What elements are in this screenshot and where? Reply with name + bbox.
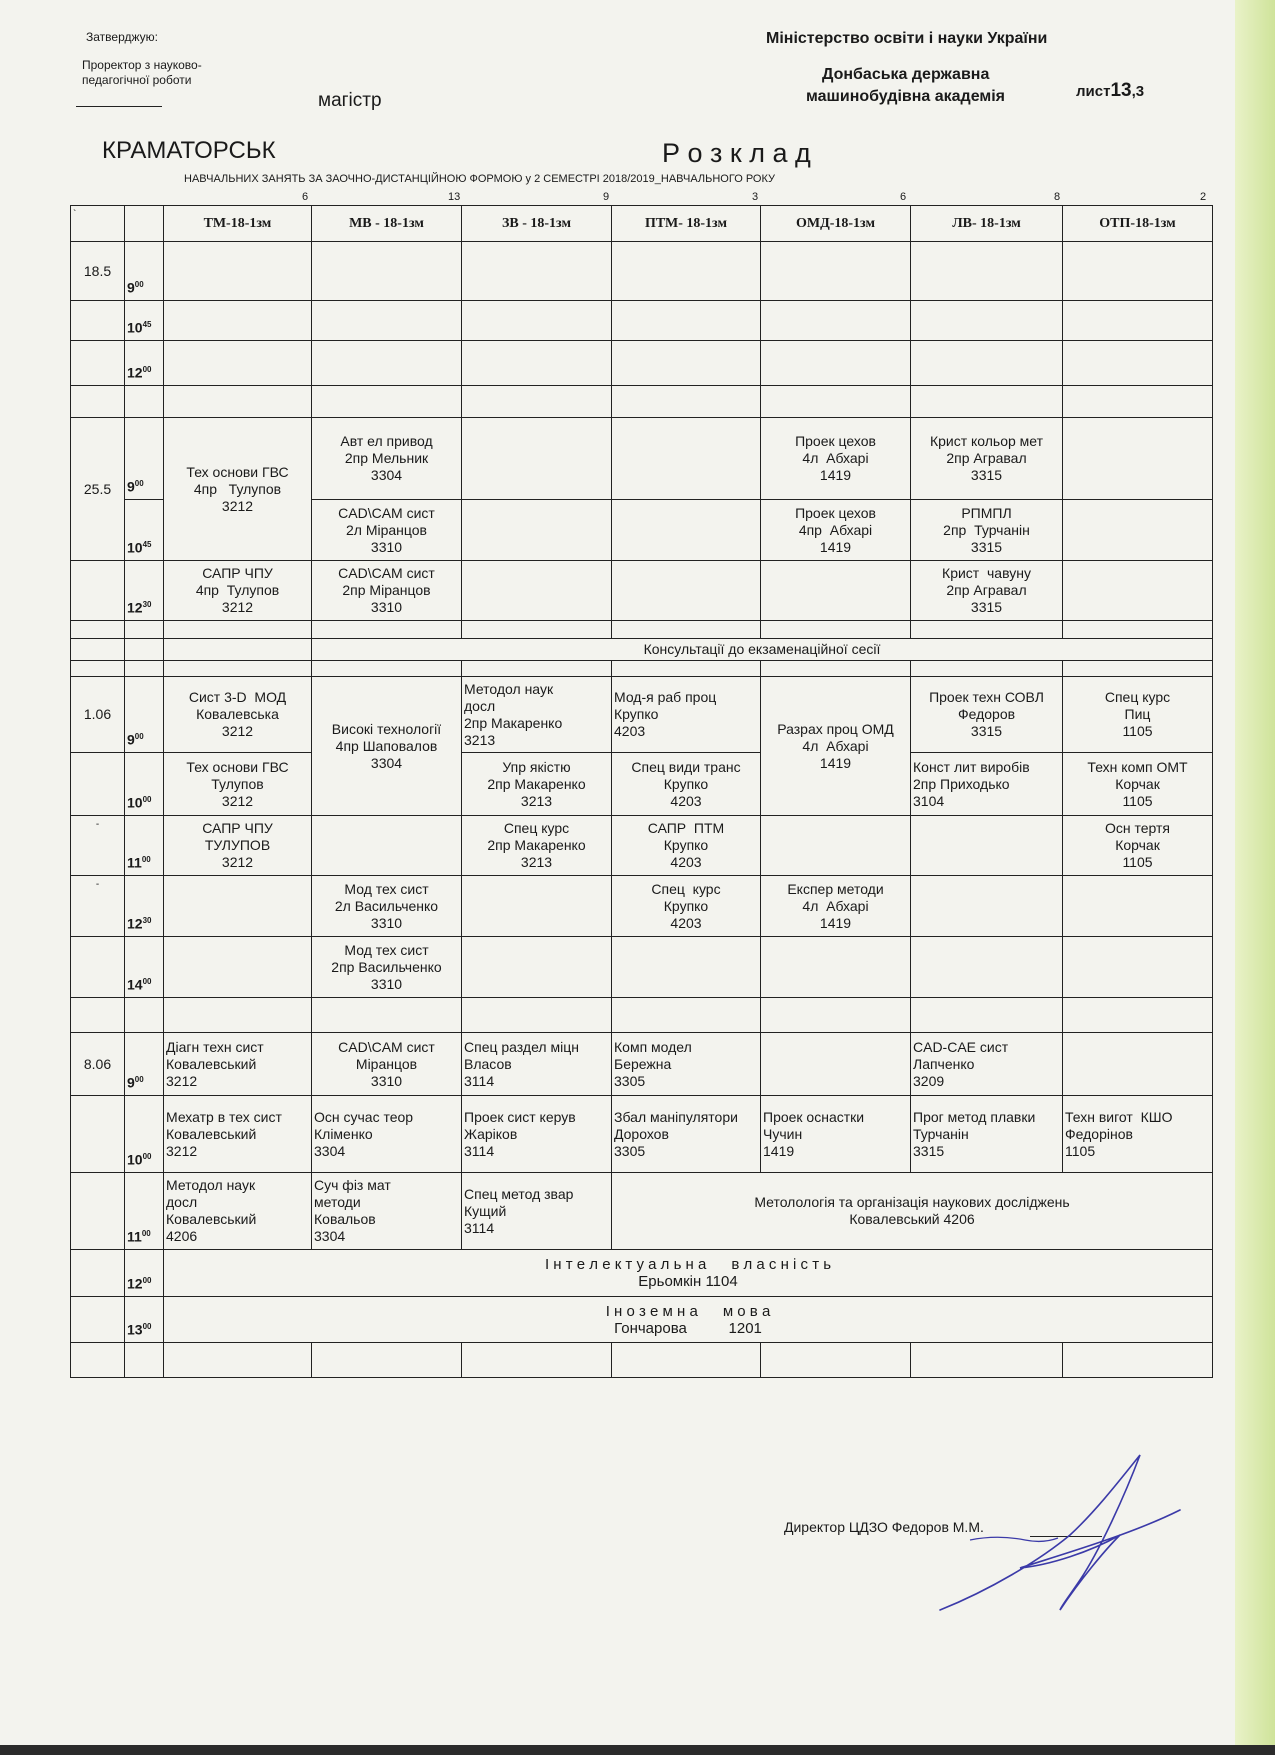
lesson-cell: РПМПЛ 2пр Турчанін 3315 [911, 500, 1063, 561]
table-row [71, 1096, 1213, 1173]
row-dash: - [71, 876, 125, 937]
lesson-cell: Проек оснастки Чучин 1419 [761, 1096, 911, 1173]
lesson-cell: САПР ЧПУ ТУЛУПОВ 3212 [164, 816, 312, 876]
lesson-cell: Спец види транс Крупко 4203 [612, 753, 761, 816]
group-size-lv: 8 [1054, 191, 1061, 203]
table-row [71, 1297, 1213, 1343]
paper-edge-strip [1235, 0, 1275, 1755]
time-cell: $10^{00}$ [125, 753, 164, 816]
lesson-cell: Методол наук досл 2пр Макаренко 3213 [462, 677, 612, 753]
date-cell: 18.5 [71, 242, 125, 301]
document-subtitle: НАВЧАЛЬНИХ ЗАНЯТЬ ЗА ЗАОЧНО-ДИСТАНЦІЙНОЮ ФОРМОЮ у 2 СЕМЕСТРІ 2018/2019_НАВЧАЛЬНОГО РОКУ [184, 173, 775, 185]
group-size-otp: 2 [1200, 191, 1207, 203]
document-title: Р о з к л а д [662, 138, 811, 168]
group-header: ПТМ- 18-1зм [612, 206, 761, 242]
table-row [71, 561, 1213, 621]
lesson-cell: Мод тех сист 2л Васильченко 3310 [312, 876, 462, 937]
table-row [71, 876, 1213, 937]
sheet-number: лист13,3 [1076, 80, 1145, 101]
group-header: ОМД-18-1зм [761, 206, 911, 242]
degree-label: магістр [318, 90, 382, 111]
lesson-cell: Проек цехов 4л Абхарі 1419 [761, 418, 911, 500]
schedule-table [70, 205, 1213, 1378]
lesson-cell: Конст лит виробів 2пр Приходько 3104 [911, 753, 1063, 816]
lesson-cell: Проек цехов 4пр Абхарі 1419 [761, 500, 911, 561]
lesson-cell: Техн вигот КШО Федорінов 1105 [1063, 1096, 1213, 1173]
time-cell: $9^{00}$ [125, 418, 164, 500]
lesson-cell: Збал маніпулятори Дорохов 3305 [612, 1096, 761, 1173]
approve-label: Затверджую: [86, 30, 158, 44]
group-size-mv: 13 [448, 191, 461, 203]
time-cell: $12^{30}$ [125, 561, 164, 621]
group-header: ОТП-18-1зм [1063, 206, 1213, 242]
lesson-cell: САПР ЧПУ 4пр Тулупов 3212 [164, 561, 312, 621]
lesson-cell: Крист чавуну 2пр Агравал 3315 [911, 561, 1063, 621]
group-size-omd: 6 [900, 191, 907, 203]
scan-bottom-edge [0, 1745, 1275, 1755]
time-cell: $12^{30}$ [125, 876, 164, 937]
lesson-cell: Методол наук досл Ковалевський 4206 [164, 1173, 312, 1250]
lesson-cell: Мехатр в тех сист Ковалевський 3212 [164, 1096, 312, 1173]
prorector-line1: Проректор з науково- [82, 58, 202, 72]
lesson-cell: Тех основи ГВС Тулупов 3212 [164, 753, 312, 816]
table-row [71, 639, 1213, 661]
academy-line1: Донбаська державна [822, 66, 990, 83]
group-size-ptm: 3 [752, 191, 759, 203]
table-row [71, 1250, 1213, 1297]
time-cell: $9^{00}$ [125, 242, 164, 301]
table-row [71, 1343, 1213, 1378]
lesson-cell: Спец метод звар Кущий 3114 [462, 1173, 612, 1250]
group-header: ТМ-18-1зм [164, 206, 312, 242]
lesson-cell: Експер методи 4л Абхарі 1419 [761, 876, 911, 937]
table-row [71, 341, 1213, 386]
time-cell: $11^{00}$ [125, 816, 164, 876]
group-header: ЛВ- 18-1зм [911, 206, 1063, 242]
time-cell: $10^{45}$ [125, 301, 164, 341]
academy-line2: машинобудівна академія [806, 88, 1006, 105]
table-row [71, 753, 1213, 816]
table-row [71, 418, 1213, 500]
table-row [71, 386, 1213, 418]
lesson-cell: Спец курс Пиц 1105 [1063, 677, 1213, 753]
corner-tick: ` [71, 206, 125, 242]
group-header: ЗВ - 18-1зм [462, 206, 612, 242]
time-cell: $11^{00}$ [125, 1173, 164, 1250]
city-label: КРАМАТОРСЬК [102, 137, 276, 164]
lesson-cell: Спец курс 2пр Макаренко 3213 [462, 816, 612, 876]
director-signature-line: Директор ЦДЗО Федоров М.М. [784, 1519, 984, 1535]
date-cell: 25.5 [71, 418, 125, 561]
lesson-cell: Проек техн СОВЛ Федоров 3315 [911, 677, 1063, 753]
group-size-tm: 6 [302, 191, 309, 203]
lesson-cell: Діагн техн сист Ковалевський 3212 [164, 1033, 312, 1096]
table-row [71, 1033, 1213, 1096]
group-header-row [71, 206, 1213, 242]
lesson-cell: Упр якістю 2пр Макаренко 3213 [462, 753, 612, 816]
prorector-line2: педагогічної роботи [82, 73, 192, 87]
joint-lesson-cell: І н о з е м н а м о в а Гончарова 1201 [164, 1297, 1213, 1343]
lesson-cell: Мод-я раб проц Крупко 4203 [612, 677, 761, 753]
time-cell: $12^{00}$ [125, 1250, 164, 1297]
table-row [71, 242, 1213, 301]
time-cell: $9^{00}$ [125, 1033, 164, 1096]
time-cell: $12^{00}$ [125, 341, 164, 386]
time-cell: $10^{45}$ [125, 500, 164, 561]
table-row [71, 301, 1213, 341]
lesson-cell: Тех основи ГВС 4пр Тулупов 3212 [164, 418, 312, 561]
table-row [71, 661, 1213, 677]
lesson-cell: Комп модел Бережна 3305 [612, 1033, 761, 1096]
lesson-cell: Суч фіз мат методи Ковальов 3304 [312, 1173, 462, 1250]
lesson-cell: Осн тертя Корчак 1105 [1063, 816, 1213, 876]
table-row [71, 1173, 1213, 1250]
time-cell: $13^{00}$ [125, 1297, 164, 1343]
joint-lesson-cell: І н т е л е к т у а л ь н а в л а с н і с т ь Ерьомкін 1104 [164, 1250, 1213, 1297]
date-cell: 1.06 [71, 677, 125, 753]
lesson-cell: Високі технології 4пр Шаповалов 3304 [312, 677, 462, 816]
table-row [71, 937, 1213, 998]
lesson-cell: CAD\CAM сист 2пр Міранцов 3310 [312, 561, 462, 621]
lesson-cell: Крист кольор мет 2пр Агравал 3315 [911, 418, 1063, 500]
group-size-zv: 9 [603, 191, 610, 203]
table-row [71, 998, 1213, 1033]
lesson-cell: Прог метод плавки Турчанін 3315 [911, 1096, 1063, 1173]
handwritten-signature [930, 1440, 1190, 1630]
time-cell: $14^{00}$ [125, 937, 164, 998]
lesson-cell: Проек сист керув Жаріков 3114 [462, 1096, 612, 1173]
lesson-cell: Техн комп ОМТ Корчак 1105 [1063, 753, 1213, 816]
ministry-label: Міністерство освіти і науки України [766, 30, 1048, 47]
table-row [71, 677, 1213, 753]
lesson-cell: Спец раздел міцн Власов 3114 [462, 1033, 612, 1096]
lesson-cell: Разрах проц ОМД 4л Абхарі 1419 [761, 677, 911, 816]
lesson-cell: Спец курс Крупко 4203 [612, 876, 761, 937]
lesson-cell: Осн сучас теор Кліменко 3304 [312, 1096, 462, 1173]
lesson-cell: САПР ПТМ Крупко 4203 [612, 816, 761, 876]
lesson-cell: CAD-CAE сист Лапченко 3209 [911, 1033, 1063, 1096]
joint-lesson-cell: Метолологія та організація наукових досліджень Ковалевський 4206 [612, 1173, 1213, 1250]
lesson-cell: CAD\CAM сист Міранцов 3310 [312, 1033, 462, 1096]
lesson-cell: CAD\CAM сист 2л Міранцов 3310 [312, 500, 462, 561]
lesson-cell: Сист 3-D МОД Ковалевська 3212 [164, 677, 312, 753]
table-row [71, 621, 1213, 639]
lesson-cell: Авт ел привод 2пр Мельник 3304 [312, 418, 462, 500]
time-cell: $10^{00}$ [125, 1096, 164, 1173]
date-cell: 8.06 [71, 1033, 125, 1096]
lesson-cell: Мод тех сист 2пр Васильченко 3310 [312, 937, 462, 998]
time-cell: $9^{00}$ [125, 677, 164, 753]
group-header: МВ - 18-1зм [312, 206, 462, 242]
row-dash: - [71, 816, 125, 876]
signature-line [76, 106, 162, 107]
consultation-banner: Консультації до екзаменаційної сесії [312, 639, 1213, 661]
table-row [71, 816, 1213, 876]
